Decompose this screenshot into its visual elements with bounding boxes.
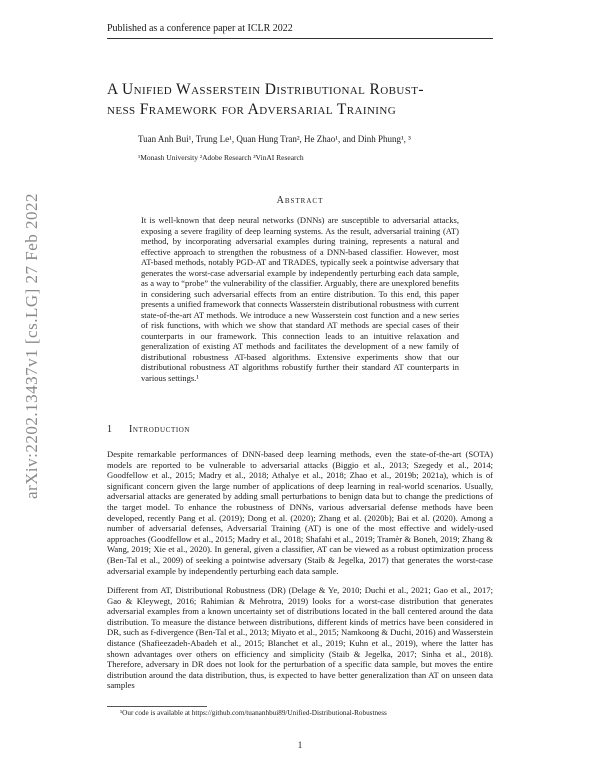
paper-title [107, 80, 497, 120]
footnote: ¹Our code is available at https://github.com/tuananhbui89/Unified-Distributional-Robustness [120, 709, 387, 717]
abstract-heading: Abstract [276, 195, 324, 206]
intro-paragraph-2: Different from AT, Distributional Robustness (DR) (Delage & Ye, 2010; Duchi et al., 2021; Gao et al., 2017; Gao & Kleywegt, 2016; Rahimian & Mehrotra, 2019) looks for a worst-case distribution that generates adversarial examples from a known uncertainty set of distributions located in the ball centered around the data distribution. To measure the distance between distributions, different kinds of metrics have been considered in DR, such as f-divergence (Ben-Tal et al., 2013; Miyato et al., 2015; Namkoong & Duchi, 2016) and Wasserstein distance (Shafieezadeh-Abadeh et al., 2015; Blanchet et al., 2019; Kuhn et al., 2019), where the latter has shown advantages over others on efficiency and simplicity (Staib & Jegelka, 2017; Sinha et al., 2018). Therefore, adversary in DR does not look for the perturbation of a specific data sample, but moves the entire distribution around the data distribution, thus, is expected to have better generalization than AT on unseen data samples [107, 585, 493, 691]
page-number: 1 [297, 740, 303, 750]
section-number: 1 [107, 424, 113, 435]
footnote-rule [107, 706, 207, 707]
header-rule [107, 38, 493, 39]
author-list: Tuan Anh Bui¹, Trung Le¹, Quan Hung Tran², He Zhao¹, and Dinh Phung¹, ³ [138, 134, 411, 144]
intro-paragraph-1: Despite remarkable performances of DNN-based deep learning methods, even the state-of-the-art (SOTA) models are reported to be vulnerable to adversarial attacks (Biggio et al., 2013; Szegedy et al., 2014; Goodfellow et al., 2015; Madry et al., 2018; Athalye et al., 2018; Zhao et al., 2019b; 2021a), which is of significant concern given the large number of applications of deep learning in real-world scenarios. Usually, adversarial attacks are generated by adding small perturbations to benign data but to change the predictions of the target model. To enhance the robustness of DNNs, various adversarial defense methods have been developed, recently Pang et al. (2019); Dong et al. (2020); Zhang et al. (2020b); Bai et al. (2020). Among a number of adversarial defenses, Adversarial Training (AT) is one of the most effective and widely-used approaches (Goodfellow et al., 2015; Madry et al., 2018; Shafahi et al., 2019; Tramèr & Boneh, 2019; Zhang & Wang, 2019; Xie et al., 2020). In general, given a classifier, AT can be viewed as a robust optimization process (Ben-Tal et al., 2009) of seeking a pointwise adversary (Staib & Jegelka, 2017) that generates the worst-case adversarial example by independently perturbing each data sample. [107, 449, 493, 576]
title-line-2: ness Framework for Adversarial Training [107, 101, 397, 118]
arxiv-stamp: arXiv:2202.13437v1 [cs.LG] 27 Feb 2022 [22, 192, 41, 500]
section-title: Introduction [129, 424, 191, 435]
running-header: Published as a conference paper at ICLR 2022 [107, 23, 293, 34]
abstract-text: It is well-known that deep neural networks (DNNs) are susceptible to adversarial attacks, exposing a severe fragility of deep learning systems. As the result, adversarial training (AT) method, by incorporating adversarial examples during training, represents a natural and effective approach to strengthen the robustness of a DNN-based classifier. However, most AT-based methods, notably PGD-AT and TRADES, typically seek a pointwise adversary that generates the worst-case adversarial example by independently perturbing each data sample, as a way to “probe” the vulnerability of the classifier. Arguably, there are unexplored benefits in considering such adversarial effects from an entire distribution. To this end, this paper presents a unified framework that connects Wasserstein distributional robustness with current state-of-the-art AT methods. We introduce a new Wasserstein cost function and a new series of risk functions, with which we show that standard AT methods are special cases of their counterparts in our framework. This connection leads to an intuitive relaxation and generalization of existing AT methods and facilitates the development of a new family of distributional robustness AT-based algorithms. Extensive experiments show that our distributional robustness AT algorithms robustify further their standard AT counterparts in various settings.¹ [141, 215, 459, 383]
affiliations: ¹Monash University ²Adobe Research ³VinAI Research [138, 153, 304, 162]
section-heading [107, 424, 190, 435]
title-line-1: A Unified Wasserstein Distributional Robust- [107, 81, 424, 98]
